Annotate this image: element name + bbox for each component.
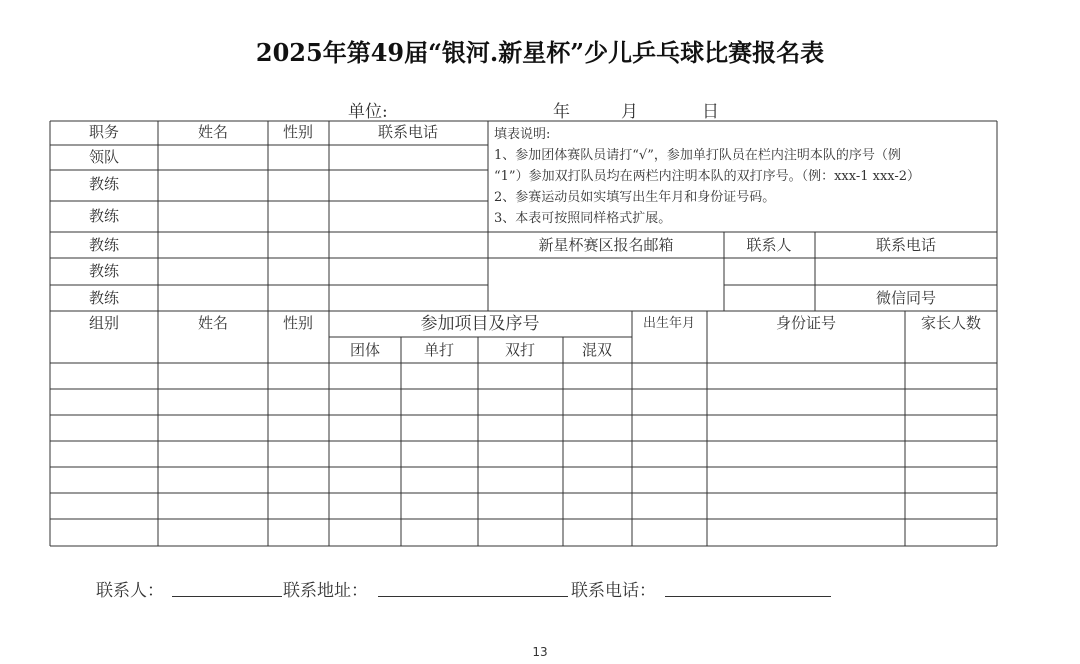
footer-address-blank[interactable]	[378, 596, 568, 597]
instruction-line: 3、本表可按照同样格式扩展。	[494, 211, 672, 226]
event-doubles: 双打	[504, 341, 536, 359]
year-label: 年	[553, 102, 570, 122]
footer-contact-blank[interactable]	[172, 596, 282, 597]
footer-phone-label: 联系电话：	[571, 581, 656, 601]
role-coach-2: 教练	[88, 207, 120, 225]
header-name: 姓名	[197, 123, 229, 141]
day-label: 日	[702, 102, 719, 122]
instructions	[494, 124, 994, 229]
instructions-title: 填表说明:	[494, 127, 551, 142]
page-number: 13	[532, 645, 548, 659]
header-player-gender: 性别	[282, 314, 314, 332]
role-coach-5: 教练	[88, 289, 120, 307]
footer-phone-blank[interactable]	[665, 596, 831, 597]
role-coach-4: 教练	[88, 262, 120, 280]
header-phone: 联系电话	[377, 123, 439, 141]
event-singles: 单打	[423, 341, 455, 359]
footer-contact-label: 联系人：	[96, 581, 164, 601]
header-events: 参加项目及序号	[420, 314, 540, 334]
event-mixed-doubles: 混双	[581, 341, 613, 359]
header-gender: 性别	[282, 123, 314, 141]
header-birth: 出生年月	[642, 316, 696, 331]
contact-phone-header: 联系电话	[875, 236, 937, 254]
month-label: 月	[621, 102, 638, 122]
header-group: 组别	[88, 314, 120, 332]
instruction-line: 2、参赛运动员如实填写出生年月和身份证号码。	[494, 190, 776, 205]
instruction-line: “1”）参加双打队员均在两栏内注明本队的双打序号。（例：xxx-1 xxx-2）	[494, 169, 921, 184]
unit-label: 单位:	[348, 102, 388, 122]
wechat-label: 微信同号	[875, 289, 937, 307]
header-player-name: 姓名	[197, 314, 229, 332]
contact-person-header: 联系人	[746, 236, 792, 254]
form-title: 2025年第49届“银河.新星杯”少儿乒乓球比赛报名表	[255, 38, 825, 67]
header-parent-count: 家长人数	[920, 314, 982, 332]
email-header: 新星杯赛区报名邮箱	[538, 236, 674, 254]
role-coach-1: 教练	[88, 175, 120, 193]
header-role: 职务	[88, 123, 120, 141]
footer-address-label: 联系地址：	[283, 581, 368, 601]
header-id-number: 身份证号	[775, 314, 837, 332]
instruction-line: 1、参加团体赛队员请打“√”，参加单打队员在栏内注明本队的序号（例	[494, 148, 901, 163]
role-coach-3: 教练	[88, 236, 120, 254]
role-leader: 领队	[88, 148, 120, 166]
event-team: 团体	[349, 341, 381, 359]
